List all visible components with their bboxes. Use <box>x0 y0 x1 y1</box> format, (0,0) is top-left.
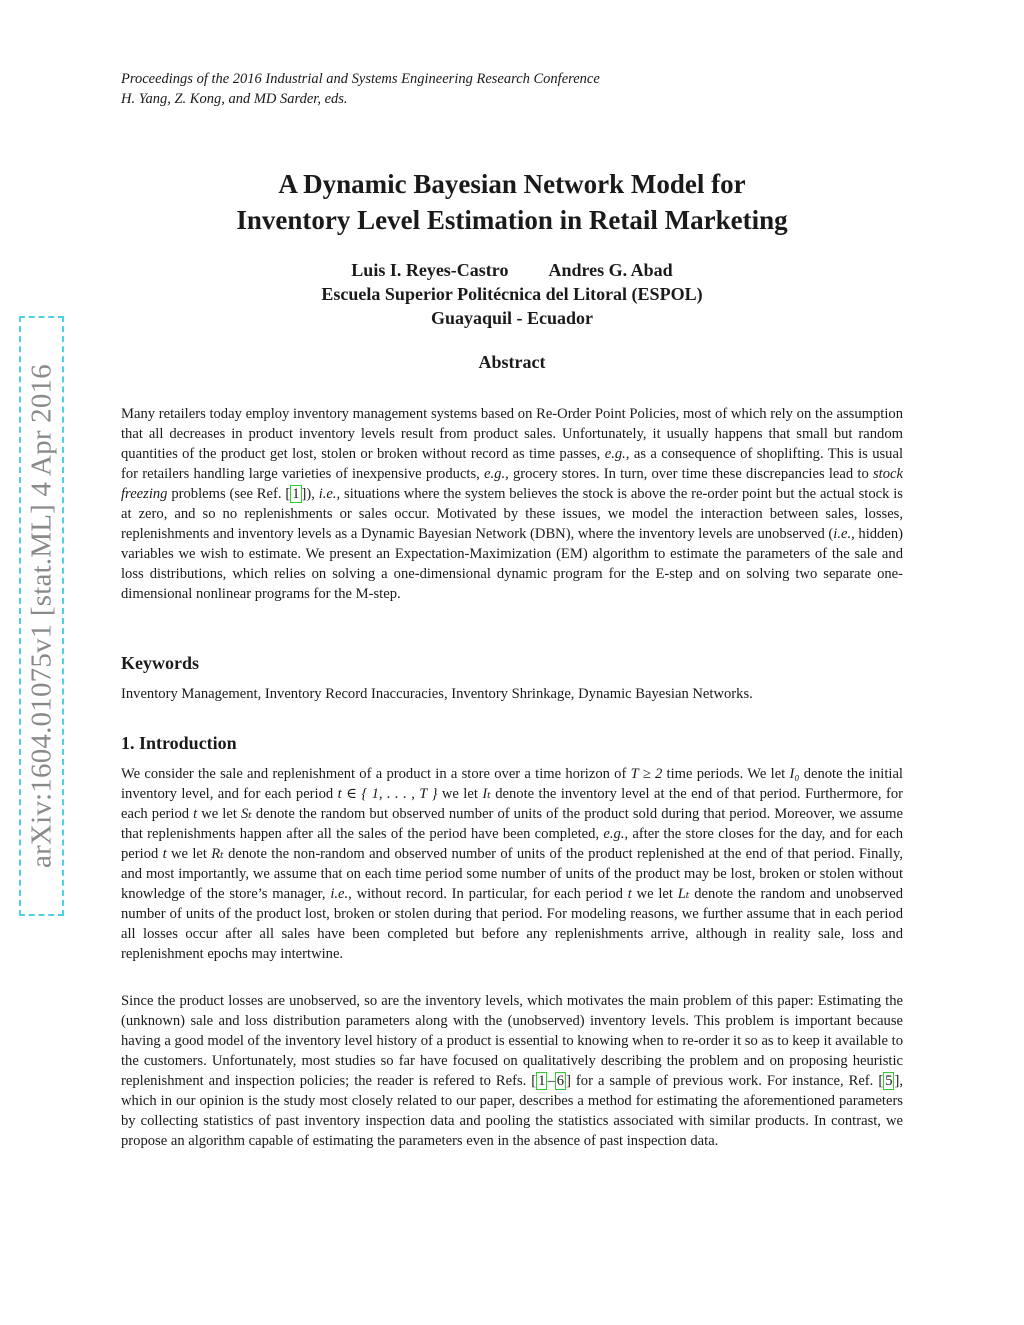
math-expression: Rₜ <box>211 846 224 862</box>
abstract-italic: i.e., <box>318 486 341 502</box>
abstract-fragment: Many retailers today employ inventory management systems based on Re-Order Point Policies, most of which rely on the assumption that all decreases in product inventory levels result from product sales. Unfortunately, it usually happens that small but random quantities of the product get lost, stolen or broken without record as time passes, <box>121 406 903 462</box>
italic-abbrev: i.e., <box>330 886 352 902</box>
editors-line: H. Yang, Z. Kong, and MD Sarder, eds. <box>121 91 348 107</box>
abstract-heading: Abstract <box>478 352 546 372</box>
intro-paragraph-1 <box>121 764 903 964</box>
text-fragment: without record. In particular, for each period <box>351 886 628 902</box>
text-fragment: we let <box>437 786 483 802</box>
math-expression: t ∈ { 1, . . . , T } <box>337 786 438 802</box>
text-fragment: after the store closes for the day, and for each period <box>121 826 903 862</box>
affiliation: Escuela Superior Politécnica del Litoral (ESPOL) <box>321 284 703 304</box>
math-expression: I₀ <box>789 766 800 782</box>
text-fragment: we let <box>197 806 241 822</box>
proceedings-line: Proceedings of the 2016 Industrial and Systems Engineering Research Conference <box>121 71 600 87</box>
abstract-italic: e.g., <box>604 446 630 462</box>
abstract-fragment: problems (see Ref. [ <box>167 486 291 502</box>
italic-abbrev: e.g., <box>603 826 629 842</box>
math-expression: T ≥ 2 <box>630 766 663 782</box>
abstract-fragment: situations where the system believes the stock is above the re-order point but the actual stock is at zero, and so no replenishments or sales occur. Motivated by these issues, we model the interaction between sales, losses, replenishments and inventory levels as a Dynamic Bayesian Network (DBN), where the inventory levels are unobserved ( <box>121 486 903 542</box>
math-expression: Lₜ <box>677 886 690 902</box>
keywords-text: Inventory Management, Inventory Record Inaccuracies, Inventory Shrinkage, Dynamic Bayesian Networks. <box>121 686 753 702</box>
text-fragment: – <box>547 1073 555 1089</box>
abstract-fragment: hidden) variables we wish to estimate. We present an Expectation-Maximization (EM) algorithm to estimate the parameters of the sale and loss distributions, which relies on solving a one-dimensional dynamic program for the E-step and on solving two separate one-dimensional nonlinear programs for the M-step. <box>121 526 903 602</box>
title-line-2: Inventory Level Estimation in Retail Marketing <box>236 205 788 235</box>
abstract-text <box>121 404 903 604</box>
abstract-fragment: grocery stores. In turn, over time these discrepancies lead to <box>508 466 873 482</box>
author-list <box>121 258 903 282</box>
title-block <box>121 166 903 374</box>
title-line-1: A Dynamic Bayesian Network Model for <box>278 169 746 199</box>
keywords-heading: Keywords <box>121 653 199 673</box>
text-fragment: We consider the sale and replenishment of a product in a store over a time horizon of <box>121 766 631 782</box>
intro-paragraph-2 <box>121 991 903 1151</box>
arxiv-stamp <box>19 316 64 916</box>
text-fragment: denote the inventory level at the end of that period. Furthermore, for each period <box>121 786 903 822</box>
abstract-italic: e.g., <box>484 466 509 482</box>
text-fragment: Since the product losses are unobserved, so are the inventory levels, which motivates the main problem of this paper: Estimating the (unknown) sale and loss distribution parameters along with the (unobserved) inventory levels. This problem is important because having a good model of the inventory level history of a product is essential to knowing when to re-order it so as to keep it available to the customers. Unfortunately, most studies so far have focused on qualitatively describing the problem and on proposing heuristic replenishment and inspection policies; the reader is refered to Refs. [ <box>121 993 903 1089</box>
text-fragment: denote the random and unobserved number of units of the product lost, broken or stolen during that period. For modeling reasons, we further assume that in each period all losses occur after all sales have been completed but before any replenishments arrive, although in reality sale, loss and replenishment epochs may intertwine. <box>121 886 904 962</box>
abstract-fragment: ]), <box>301 486 319 502</box>
text-fragment: we let <box>166 846 212 862</box>
proceedings-header <box>121 69 600 109</box>
abstract-fragment: as a consequence of shoplifting. This is usual for retailers handling large varieties of inexpensive products, <box>121 446 903 482</box>
math-expression: t <box>162 846 167 862</box>
abstract-italic: i.e., <box>833 526 855 542</box>
citation-link[interactable]: 5 <box>885 1073 893 1089</box>
text-fragment: ], which in our opinion is the study most closely related to our paper, describes a method for estimating the aforementioned parameters by collecting statistics of past inventory inspection data and pooling the statistics associated with similar products. In contrast, we propose an algorithm capable of estimating the parameters even in the absence of past inspection data. <box>121 1073 903 1149</box>
text-fragment: denote the random but observed number of units of the product sold during that period. Moreover, we assume that replenishments happen after all the sales of the period have been completed, <box>121 806 903 842</box>
math-expression: Iₜ <box>482 786 491 802</box>
section-heading: 1. Introduction <box>121 733 237 753</box>
citation-link[interactable]: 1 <box>538 1073 546 1089</box>
math-expression: t <box>627 886 632 902</box>
abstract-italic: stock freezing <box>121 466 903 502</box>
citation-link[interactable]: 1 <box>292 486 300 502</box>
text-fragment: ] for a sample of previous work. For instance, Ref. [ <box>566 1073 884 1089</box>
text-fragment: we let <box>631 886 678 902</box>
paper-title <box>121 166 903 238</box>
citation-link[interactable]: 6 <box>556 1073 565 1089</box>
author-name: Andres G. Abad <box>548 260 673 280</box>
text-fragment: denote the initial inventory level, and for each period <box>121 766 903 802</box>
text-fragment: denote the non-random and observed number of units of the product replenished at the end of that period. Finally, and most importantly, we assume that on each time period some number of units of the product may be lost, broken or stolen without knowledge of the store’s manager, <box>121 846 903 902</box>
text-fragment: time periods. We let <box>662 766 790 782</box>
author-name: Luis I. Reyes-Castro <box>351 260 509 280</box>
location: Guayaquil - Ecuador <box>430 308 594 328</box>
math-expression: Sₜ <box>240 806 252 822</box>
math-expression: t <box>193 806 198 822</box>
arxiv-id: arXiv:1604.01075v1 [stat.ML] 4 Apr 2016 <box>25 364 57 868</box>
